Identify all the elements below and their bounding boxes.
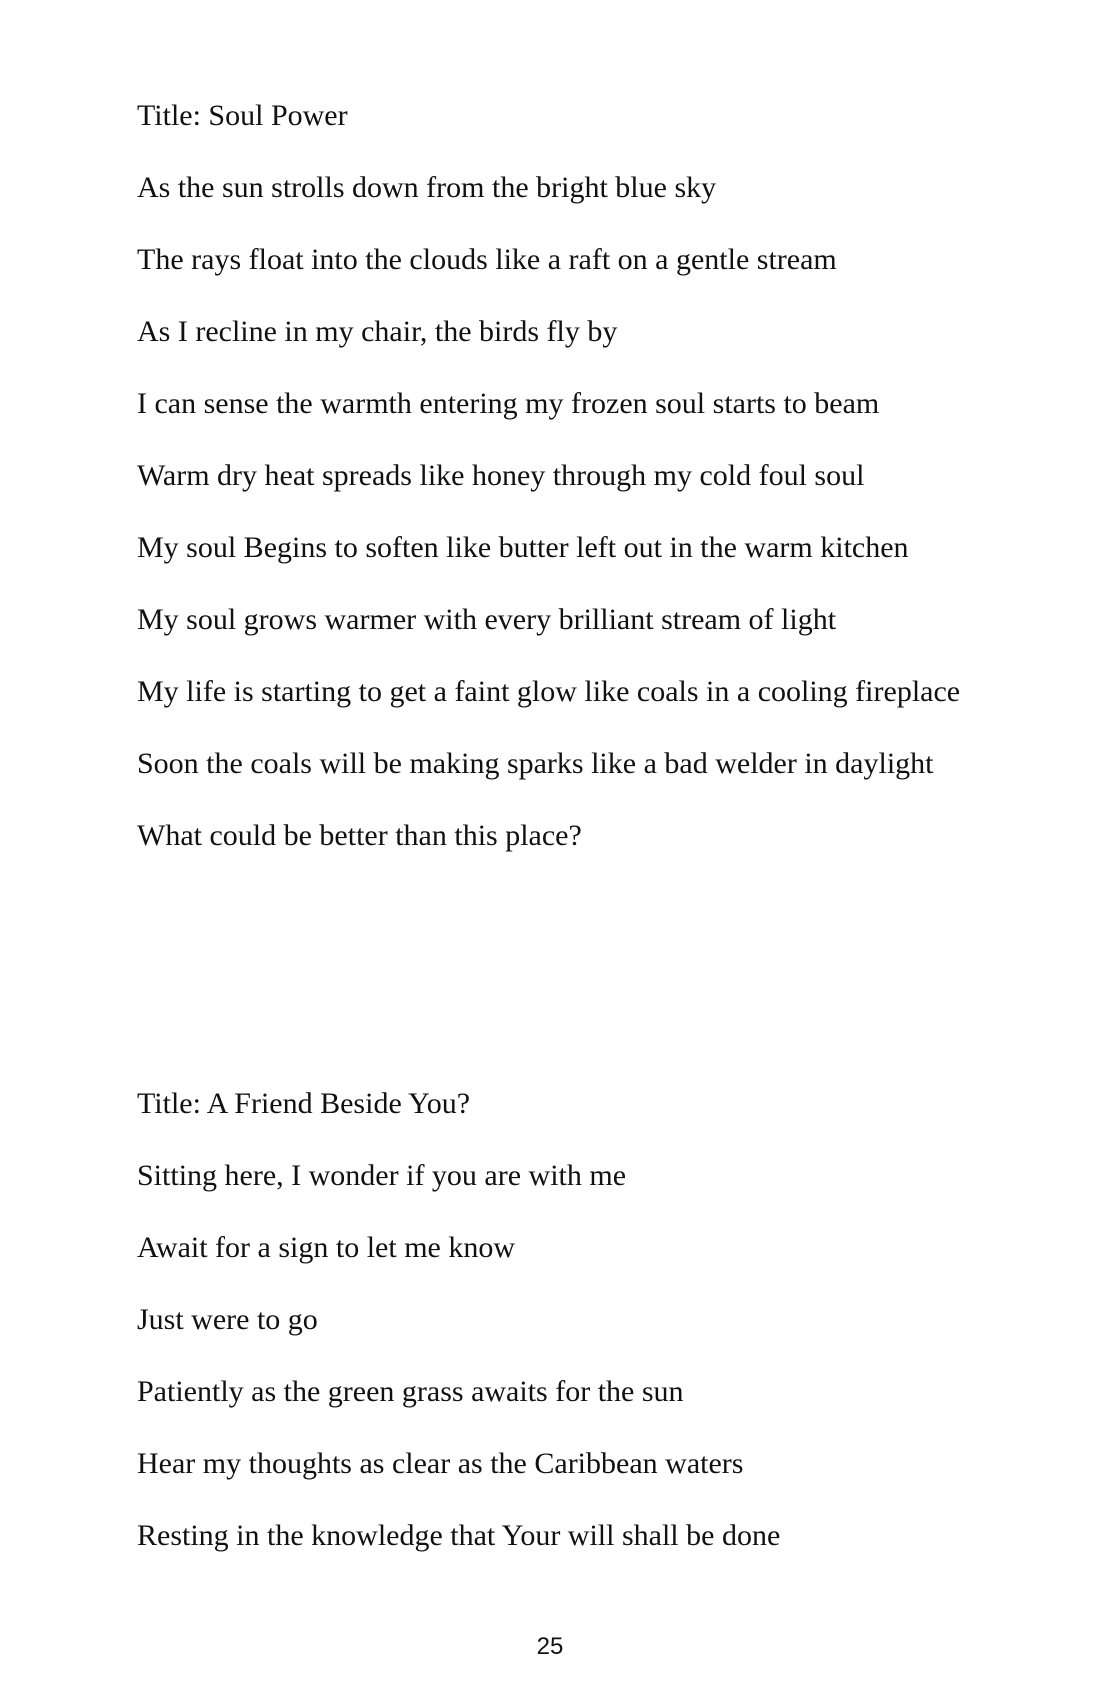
poem-line: Await for a sign to let me know xyxy=(137,1231,516,1264)
poem-line: Warm dry heat spreads like honey through my cold foul soul xyxy=(137,459,865,492)
poem-line: My soul grows warmer with every brilliant stream of light xyxy=(137,603,837,636)
page-number: 25 xyxy=(536,1633,564,1660)
poem-line: The rays float into the clouds like a raft on a gentle stream xyxy=(137,243,837,276)
poem-line: I can sense the warmth entering my frozen soul starts to beam xyxy=(137,387,880,420)
poem-line: Sitting here, I wonder if you are with me xyxy=(137,1159,627,1192)
poem-line: Just were to go xyxy=(137,1303,318,1336)
poem-title: Title: Soul Power xyxy=(137,99,348,132)
poem-line: Hear my thoughts as clear as the Caribbean waters xyxy=(137,1447,744,1480)
poem-line: As I recline in my chair, the birds fly by xyxy=(137,315,618,348)
poem-line: My soul Begins to soften like butter left out in the warm kitchen xyxy=(137,531,909,564)
poem-line: Patiently as the green grass awaits for the sun xyxy=(137,1375,684,1408)
poem-soul-power xyxy=(137,94,977,886)
poem-line: What could be better than this place? xyxy=(137,819,582,852)
poem-a-friend-beside-you xyxy=(137,1082,977,1586)
poem-line: Resting in the knowledge that Your will shall be done xyxy=(137,1519,781,1552)
poem-title: Title: A Friend Beside You? xyxy=(137,1087,471,1120)
poem-line: Soon the coals will be making sparks like a bad welder in daylight xyxy=(137,747,934,780)
poem-line: My life is starting to get a faint glow like coals in a cooling fireplace xyxy=(137,675,961,708)
poem-line: As the sun strolls down from the bright blue sky xyxy=(137,171,717,204)
